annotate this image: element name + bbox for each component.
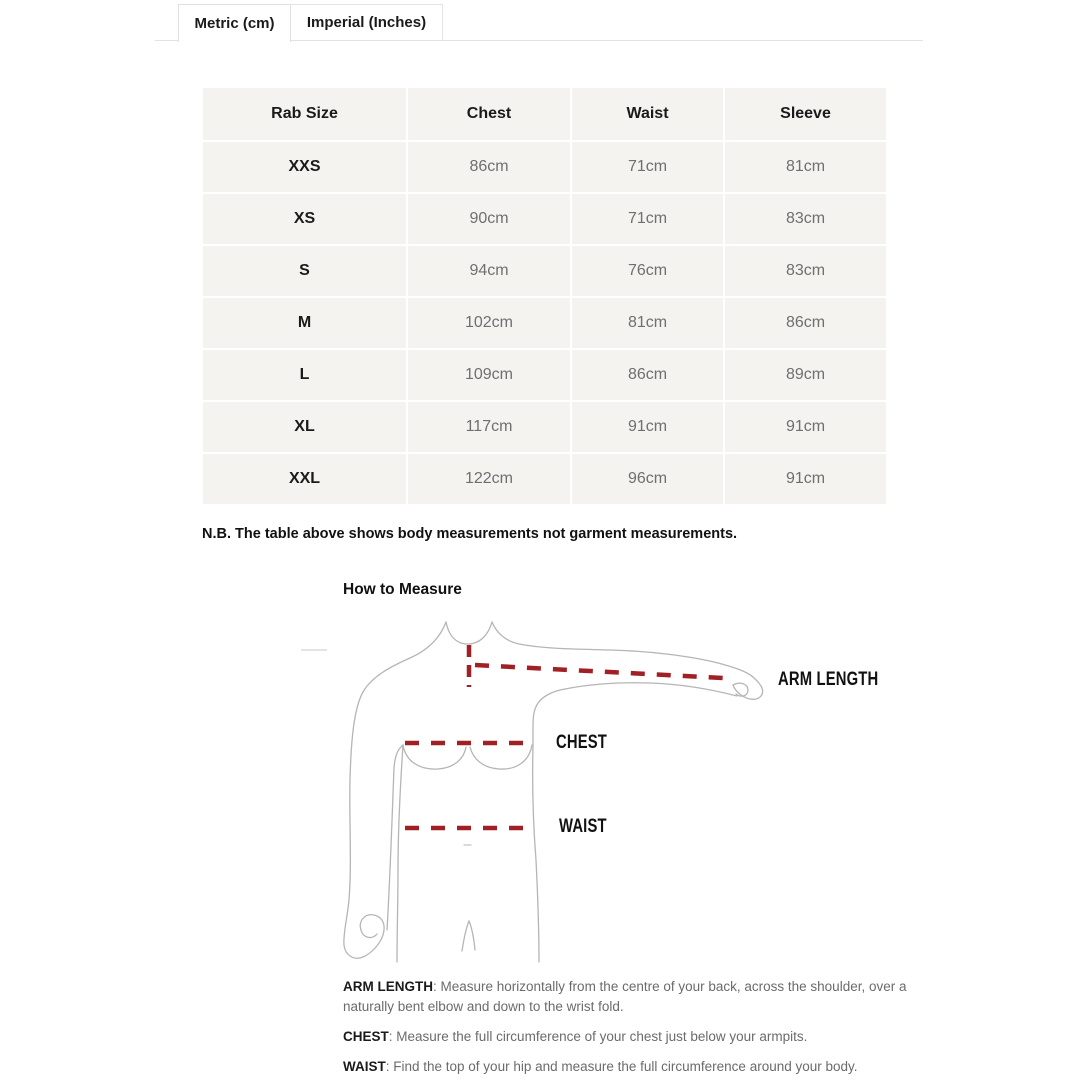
tab-metric[interactable]: Metric (cm) (178, 4, 291, 42)
chest-value: 122cm (408, 454, 570, 504)
arm-length-label: ARM LENGTH (778, 669, 879, 690)
size-label: M (203, 298, 406, 348)
waist-instruction-text: : Find the top of your hip and measure the full circumference around your body. (385, 1059, 858, 1074)
chest-value: 86cm (408, 142, 570, 192)
body-measurements-note: N.B. The table above shows body measurements not garment measurements. (202, 526, 738, 542)
chest-value: 94cm (408, 246, 570, 296)
chest-value: 109cm (408, 350, 570, 400)
chest-instruction (343, 1027, 943, 1047)
size-label: XL (203, 402, 406, 452)
size-label: S (203, 246, 406, 296)
size-label: XS (203, 194, 406, 244)
chest-instruction-label: CHEST (343, 1029, 389, 1044)
arm-length-instruction-text: : Measure horizontally from the centre of your back, across the shoulder, over a naturally bent elbow and down to the wrist fold. (343, 979, 907, 1014)
chest-instruction-text: : Measure the full circumference of your chest just below your armpits. (388, 1029, 808, 1044)
arm-length-dash-line (475, 665, 723, 678)
sleeve-value: 83cm (725, 194, 886, 244)
waist-value: 81cm (572, 298, 723, 348)
sleeve-value: 81cm (725, 142, 886, 192)
size-label: XXS (203, 142, 406, 192)
arm-length-instruction-label: ARM LENGTH (343, 979, 433, 994)
size-table (203, 88, 886, 504)
chest-label: CHEST (556, 732, 608, 753)
waist-instruction-label: WAIST (343, 1059, 386, 1074)
sleeve-value: 91cm (725, 402, 886, 452)
waist-value: 71cm (572, 142, 723, 192)
how-to-measure-heading: How to Measure (343, 581, 462, 598)
body-outline (344, 622, 763, 962)
tab-imperial[interactable]: Imperial (Inches) (290, 4, 443, 40)
sleeve-value: 89cm (725, 350, 886, 400)
body-measurement-diagram (290, 600, 790, 970)
chest-value: 102cm (408, 298, 570, 348)
column-header-chest: Chest (408, 88, 570, 140)
sleeve-value: 83cm (725, 246, 886, 296)
column-header-waist: Waist (572, 88, 723, 140)
chest-value: 90cm (408, 194, 570, 244)
chest-value: 117cm (408, 402, 570, 452)
sleeve-value: 91cm (725, 454, 886, 504)
size-label: XXL (203, 454, 406, 504)
waist-value: 71cm (572, 194, 723, 244)
size-label: L (203, 350, 406, 400)
measuring-instructions (343, 977, 943, 1080)
sleeve-value: 86cm (725, 298, 886, 348)
column-header-sleeve: Sleeve (725, 88, 886, 140)
arm-length-instruction (343, 977, 943, 1017)
waist-value: 76cm (572, 246, 723, 296)
waist-value: 91cm (572, 402, 723, 452)
column-header-rab-size: Rab Size (203, 88, 406, 140)
waist-value: 96cm (572, 454, 723, 504)
waist-value: 86cm (572, 350, 723, 400)
waist-instruction (343, 1057, 943, 1077)
waist-label: WAIST (559, 816, 607, 837)
